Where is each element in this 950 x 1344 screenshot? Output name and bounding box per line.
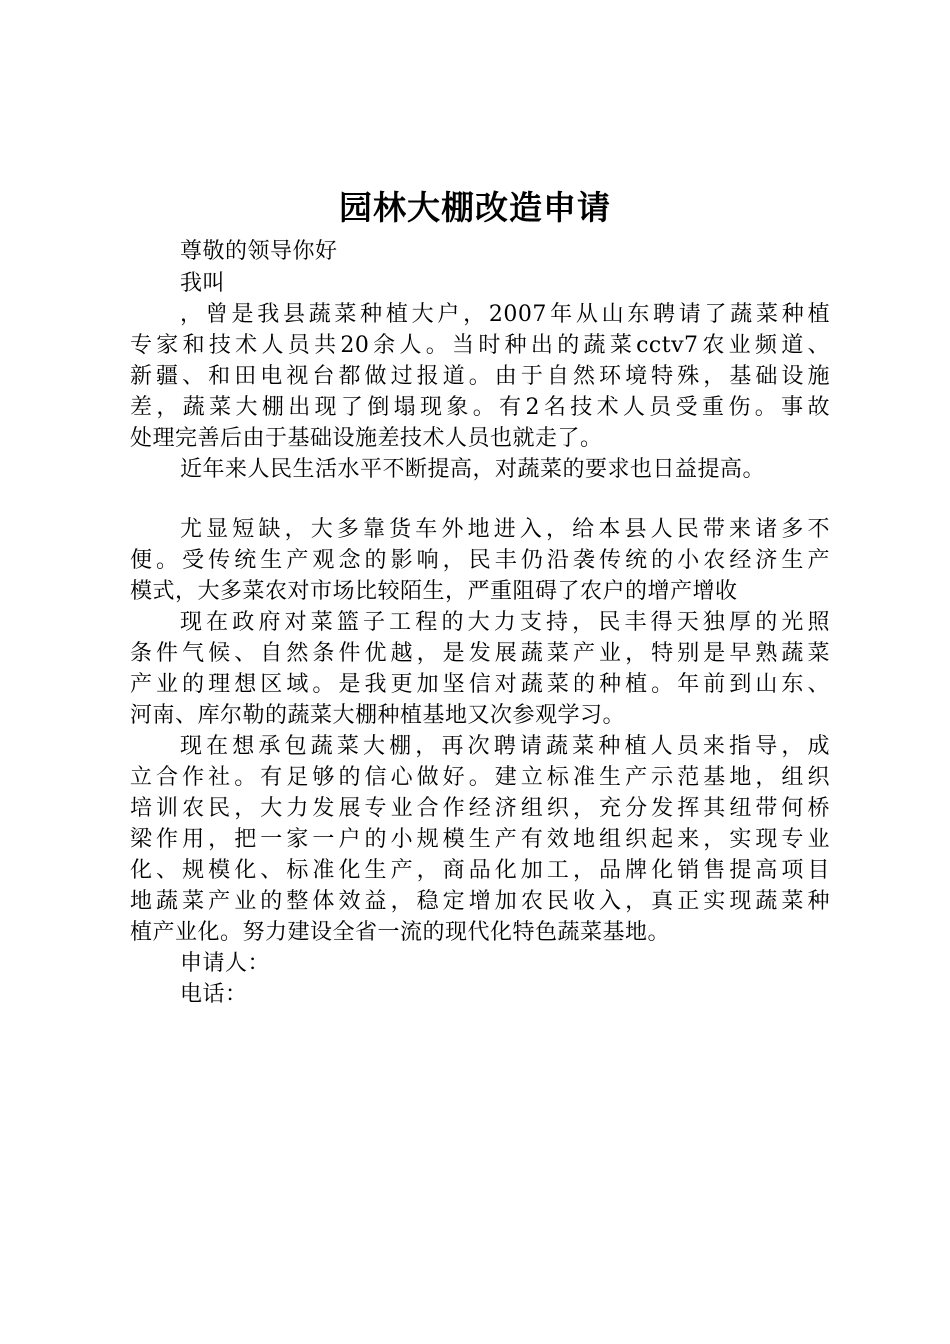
paragraph-4-line-1: 现在政府对菜篮子工程的大力支持，民丰得天独厚的光照 [180,610,830,635]
intro-name: 我叫 [180,271,226,296]
paragraph-5-line-6: 地蔬菜产业的整体效益，稳定增加农民收入，真正实现蔬菜种 [130,889,830,914]
salutation: 尊敬的领导你好 [180,239,338,264]
paragraph-1-line-1: ，曾是我县蔬菜种植大户，2007年从山东聘请了蔬菜种植 [180,302,830,327]
paragraph-1-line-5: 处理完善后由于基础设施差技术人员也就走了。 [130,426,603,451]
phone-label: 电话： [180,982,248,1007]
paragraph-5-line-4: 梁作用，把一家一户的小规模生产有效地组织起来，实现专业 [130,827,830,852]
paragraph-3-line-1: 尤显短缺，大多靠货车外地进入，给本县人民带来诸多不 [180,517,830,542]
paragraph-5-line-3: 培训农民，大力发展专业合作经济组织，充分发挥其纽带何桥 [130,796,830,821]
paragraph-5-line-5: 化、规模化、标准化生产，商品化加工，品牌化销售提高项目 [130,858,830,883]
paragraph-4-line-3: 产业的理想区域。是我更加坚信对蔬菜的种植。年前到山东、 [130,672,830,697]
paragraph-1-line-2: 专家和技术人员共20余人。当时种出的蔬菜cctv7农业频道、 [130,333,830,358]
paragraph-2-line-1: 近年来人民生活水平不断提高，对蔬菜的要求也日益提高。 [180,457,766,482]
paragraph-4-line-4: 河南、库尔勒的蔬菜大棚种植基地又次参观学习。 [130,703,626,728]
document-title: 园林大棚改造申请 [339,188,611,227]
paragraph-3-line-2: 便。受传统生产观念的影响，民丰仍沿袭传统的小农经济生产 [130,548,830,573]
paragraph-1-line-4: 差，蔬菜大棚出现了倒塌现象。有2名技术人员受重伤。事故 [130,395,830,420]
paragraph-5-line-1: 现在想承包蔬菜大棚，再次聘请蔬菜种植人员来指导，成 [180,734,830,759]
paragraph-5-line-2: 立合作社。有足够的信心做好。建立标准生产示范基地，组织 [130,765,830,790]
paragraph-3-line-3: 模式，大多菜农对市场比较陌生，严重阻碍了农户的增产增收 [130,579,738,604]
paragraph-5-line-7: 植产业化。努力建设全省一流的现代化特色蔬菜基地。 [130,920,671,945]
paragraph-4-line-2: 条件气候、自然条件优越，是发展蔬菜产业，特别是早熟蔬菜 [130,641,830,666]
applicant-label: 申请人： [180,951,271,976]
paragraph-1-line-3: 新疆、和田电视台都做过报道。由于自然环境特殊，基础设施 [130,364,830,389]
